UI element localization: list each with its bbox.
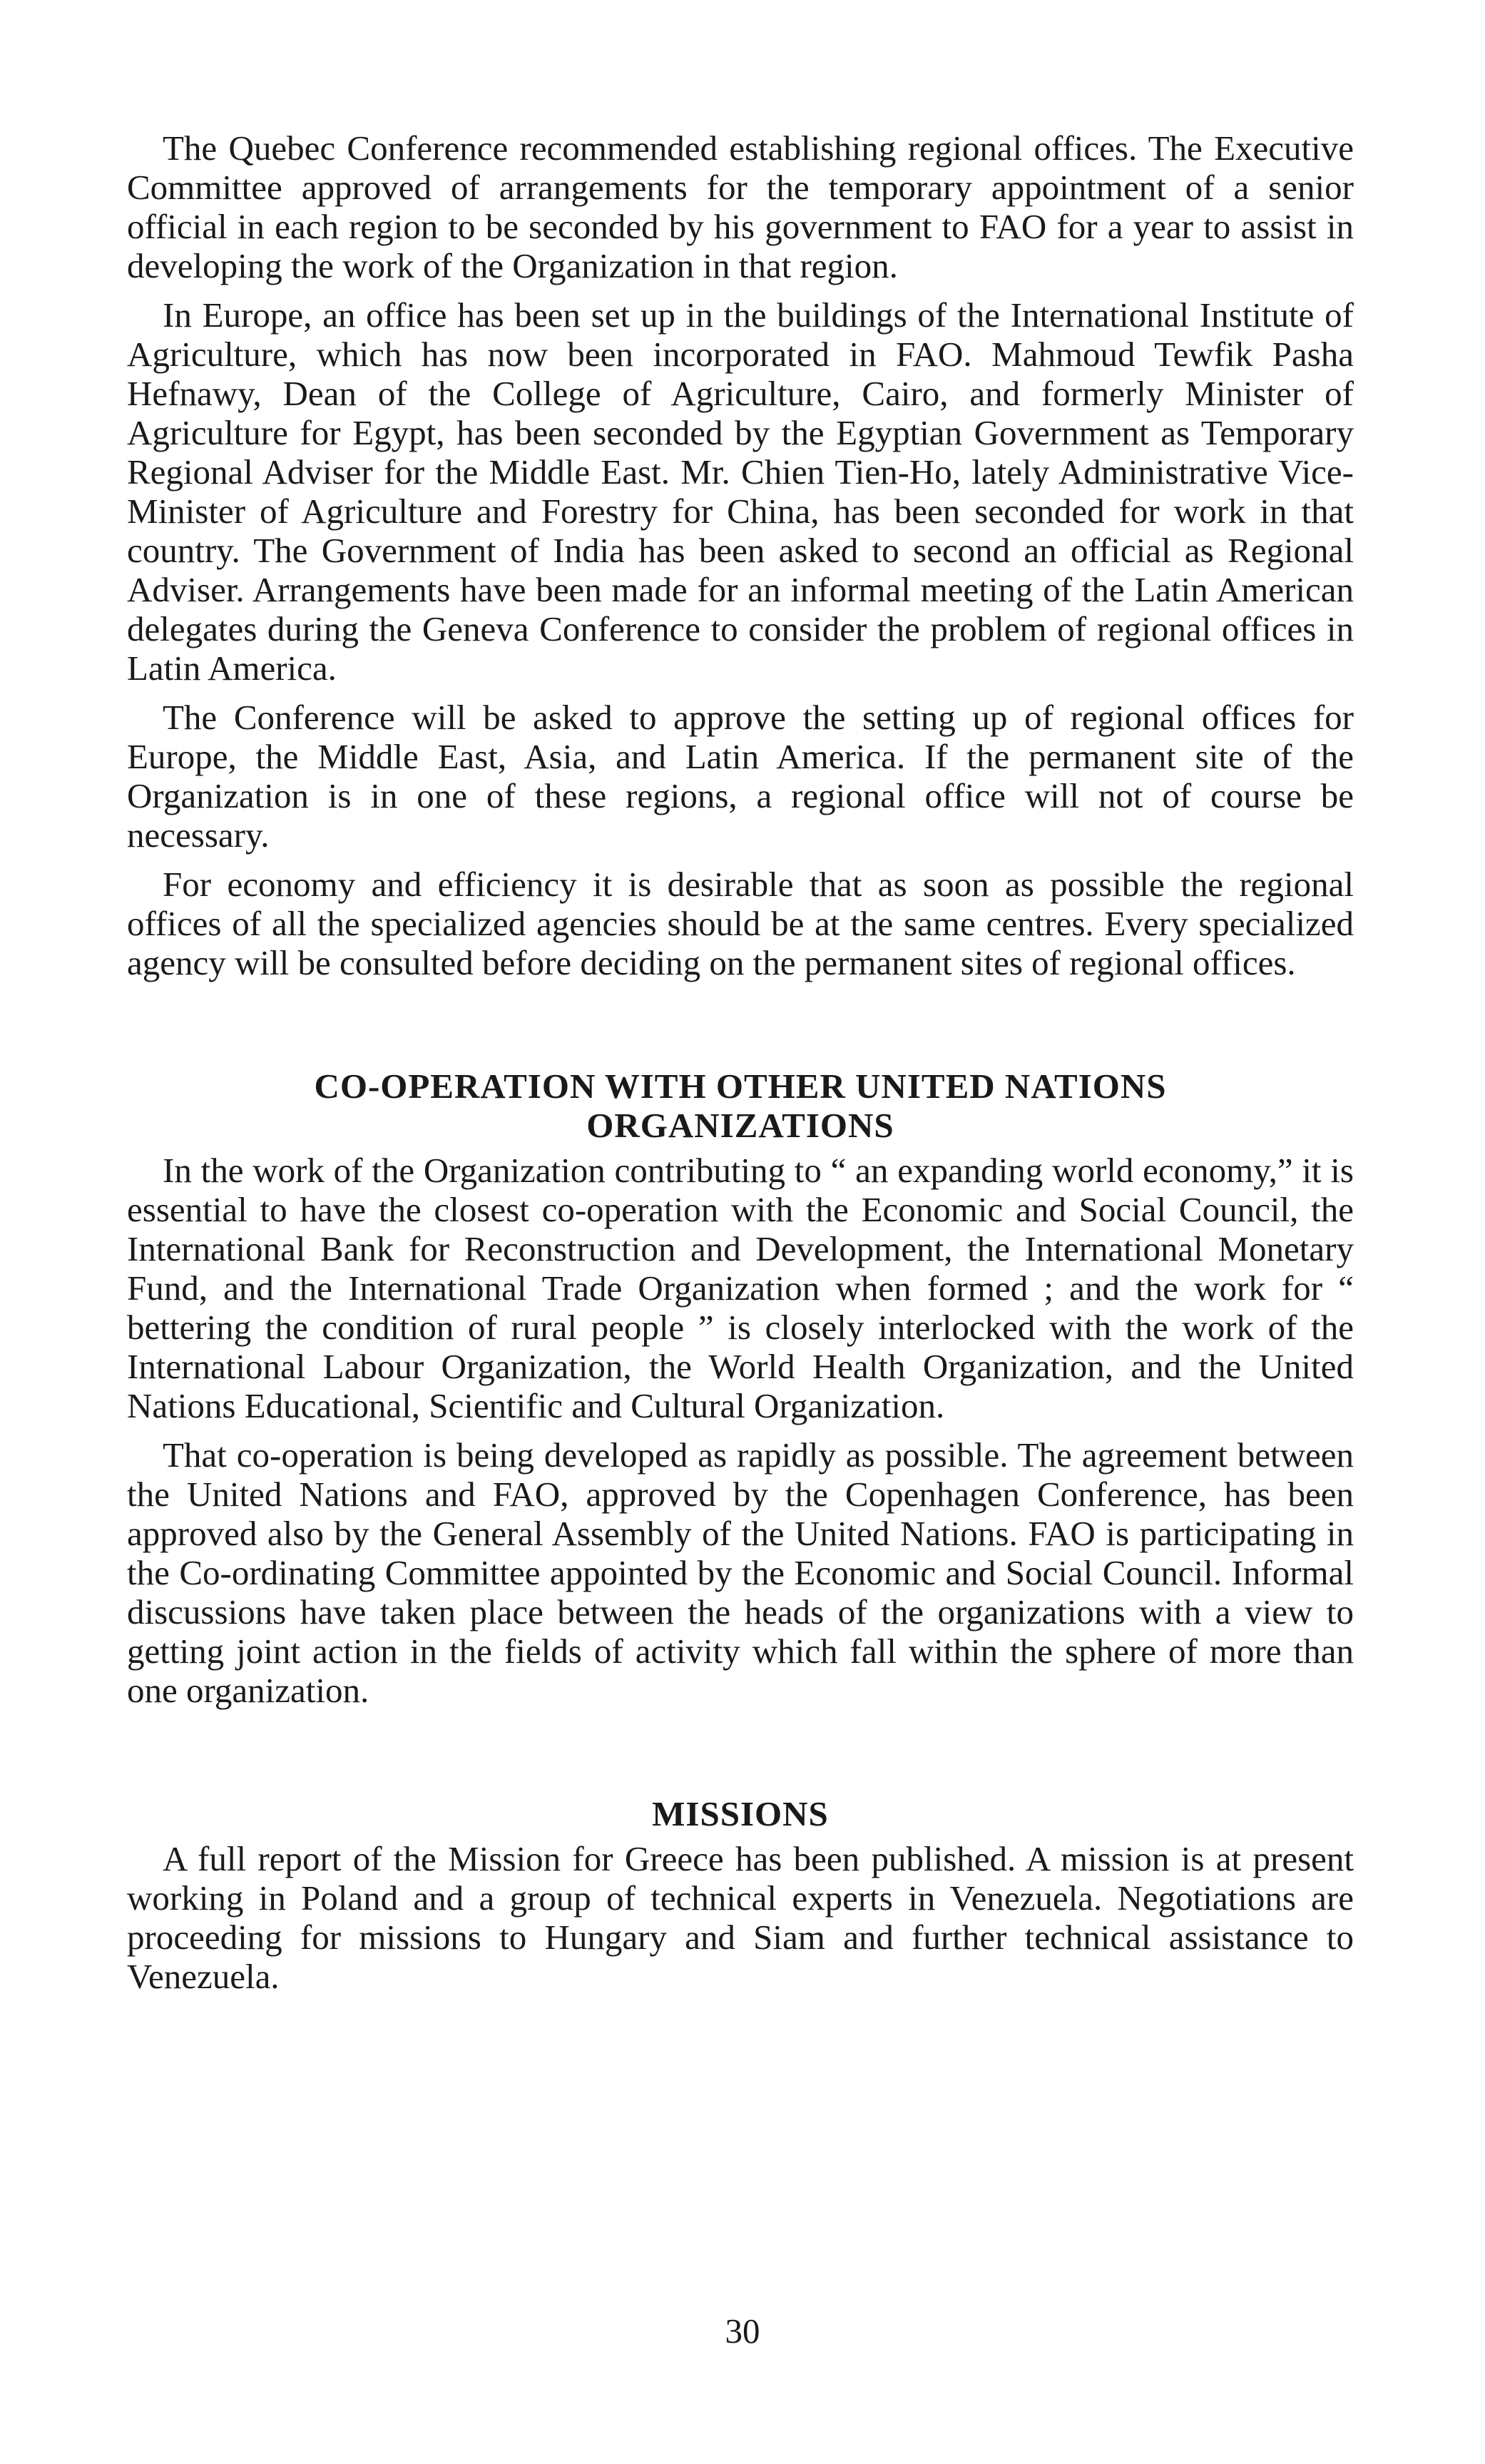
cooperation-section bbox=[127, 1066, 1354, 1710]
paragraph-economy-efficiency: For economy and efficiency it is desirable that as soon as possible the regional offices of all the specialized agencies should be at the same centres. Every specialized agency will be consulted before deciding on the permanent sites of regional offices. bbox=[127, 865, 1354, 982]
paragraph-expanding-economy: In the work of the Organization contributing to “ an expanding world economy,” it is essential to have the closest co-operation with the Economic and Social Council, the International Bank for Reconstruction and Development, the International Monetary Fund, and the International Trade Organization when formed ; and the work for “ bettering the condition of rural people ” is closely interlocked with the work of the International Labour Organization, the World Health Organization, and the United Nations Educational, Scientific and Cultural Organization. bbox=[127, 1151, 1354, 1425]
paragraph-europe-office: In Europe, an office has been set up in the buildings of the International Institute of Agriculture, which has now been incorporated in FAO. Mahmoud Tewfik Pasha Hefnawy, Dean of the College of Agriculture, Cairo, and formerly Minister of Agriculture for Egypt, has been seconded by the Egyptian Government as Temporary Regional Adviser for the Middle East. Mr. Chien Tien-Ho, lately Administrative Vice-Minister of Agriculture and Forestry for China, has been seconded for work in that country. The Government of India has been asked to second an official as Regional Adviser. Arrangements have been made for an informal meeting of the Latin American delegates during the Geneva Conference to consider the problem of regional offices in Latin America. bbox=[127, 295, 1354, 688]
section-heading-missions: MISSIONS bbox=[652, 1794, 829, 1833]
page-body bbox=[127, 128, 1354, 1996]
paragraph-quebec-conference: The Quebec Conference recommended establishing regional offices. The Executive Committee approved of arrangements for the temporary appointment of a senior official in each region to be seconded by his government to FAO for a year to assist in developing the work of the Organization in that region. bbox=[127, 128, 1354, 285]
paragraph-cooperation-progress: That co-operation is being developed as rapidly as possible. The agreement between the United Nations and FAO, approved by the Copenhagen Conference, has been approved also by the General Assembly of the United Nations. FAO is participating in the Co-ordinating Committee appointed by the Economic and Social Council. Informal discussions have taken place between the heads of the organizations with a view to getting joint action in the fields of activity which fall within the sphere of more than one organization. bbox=[127, 1435, 1354, 1710]
page-number: 30 bbox=[725, 2311, 760, 2351]
section-heading-cooperation bbox=[127, 1066, 1354, 1145]
regional-offices-section bbox=[127, 128, 1354, 982]
heading-line-2: ORGANIZATIONS bbox=[586, 1106, 894, 1145]
missions-section bbox=[127, 1794, 1354, 1996]
paragraph-missions: A full report of the Mission for Greece has been published. A mission is at present working in Poland and a group of technical experts in Venezuela. Negotiations are proceeding for missions to Hungary and Siam and further technical assistance to Venezuela. bbox=[127, 1839, 1354, 1996]
heading-line-1: CO-OPERATION WITH OTHER UNITED NATIONS bbox=[314, 1066, 1167, 1106]
paragraph-conference-approval: The Conference will be asked to approve the setting up of regional offices for Europe, the Middle East, Asia, and Latin America. If the permanent site of the Organization is in one of these regions, a regional office will not of course be necessary. bbox=[127, 698, 1354, 855]
